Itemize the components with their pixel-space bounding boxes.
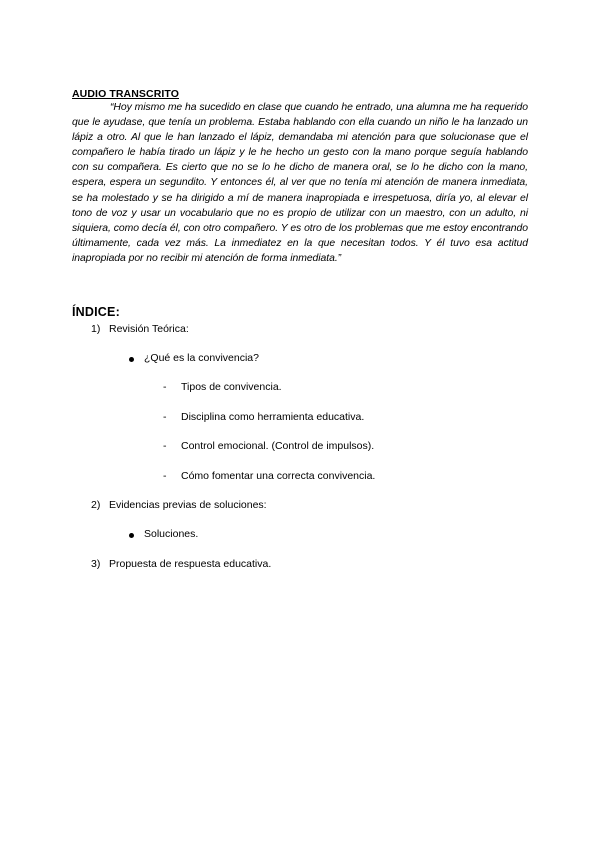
index-item-2-bullet: Soluciones.	[144, 528, 199, 540]
bullet-icon	[129, 533, 134, 538]
bullet-icon	[129, 357, 134, 362]
index-item-1-bullet: ¿Qué es la convivencia?	[144, 352, 259, 364]
audio-transcript-text: “Hoy mismo me ha sucedido en clase que cuando he entrado, una alumna me ha requerido que le ayudase, que tenía un problema. Estaba hablando con ella cuando un niño le ha lanzado un lápiz a otro. Al que le han lanzado el lápiz, demandaba mi atención para que solucionase que el compañero le había tirado un lápiz y le he hecho un gesto con la mano porque seguía hablando con su compañera. Es cierto que no se lo he dicho de manera oral, se lo he dicho con la mano, espera, espera un segundito. Y entonces él, al ver que no tenía mi atención de manera inmediata, se ha molestado y se ha dirigido a mí de manera inapropiada e irrespetuosa, diría yo, al elevar el tono de voz y usar un vocabulario que no es propio de utilizar con un maestro, con un adulto, ni siquiera, como decía él, con otro compañero. Y es otro de los problemas que me estoy encontrando últimamente, cada vez más. La inmediatez en la que necesitan todos. Y él tuvo esa actitud inapropiada por no recibir mi atención de forma inmediata.”	[72, 102, 528, 264]
index-item-1-number: 1)	[91, 323, 101, 335]
index-item-2-number: 2)	[91, 499, 101, 511]
dash-icon: -	[163, 440, 167, 452]
dash-icon: -	[163, 470, 167, 482]
index-subitem-4: Cómo fomentar una correcta convivencia.	[181, 470, 376, 482]
index-subitem-2: Disciplina como herramienta educativa.	[181, 411, 365, 423]
index-subitem-1: Tipos de convivencia.	[181, 381, 282, 393]
dash-icon: -	[163, 381, 167, 393]
dash-icon: -	[163, 411, 167, 423]
index-item-2-label: Evidencias previas de soluciones:	[109, 499, 267, 511]
index-item-3-label: Propuesta de respuesta educativa.	[109, 558, 272, 570]
index-item-1-label: Revisión Teórica:	[109, 323, 189, 335]
index-item-3-number: 3)	[91, 558, 101, 570]
audio-transcript-heading: AUDIO TRANSCRITO	[72, 88, 179, 100]
index-subitem-3: Control emocional. (Control de impulsos).	[181, 440, 375, 452]
index-title: ÍNDICE:	[72, 305, 120, 319]
index-item-1	[91, 323, 100, 336]
